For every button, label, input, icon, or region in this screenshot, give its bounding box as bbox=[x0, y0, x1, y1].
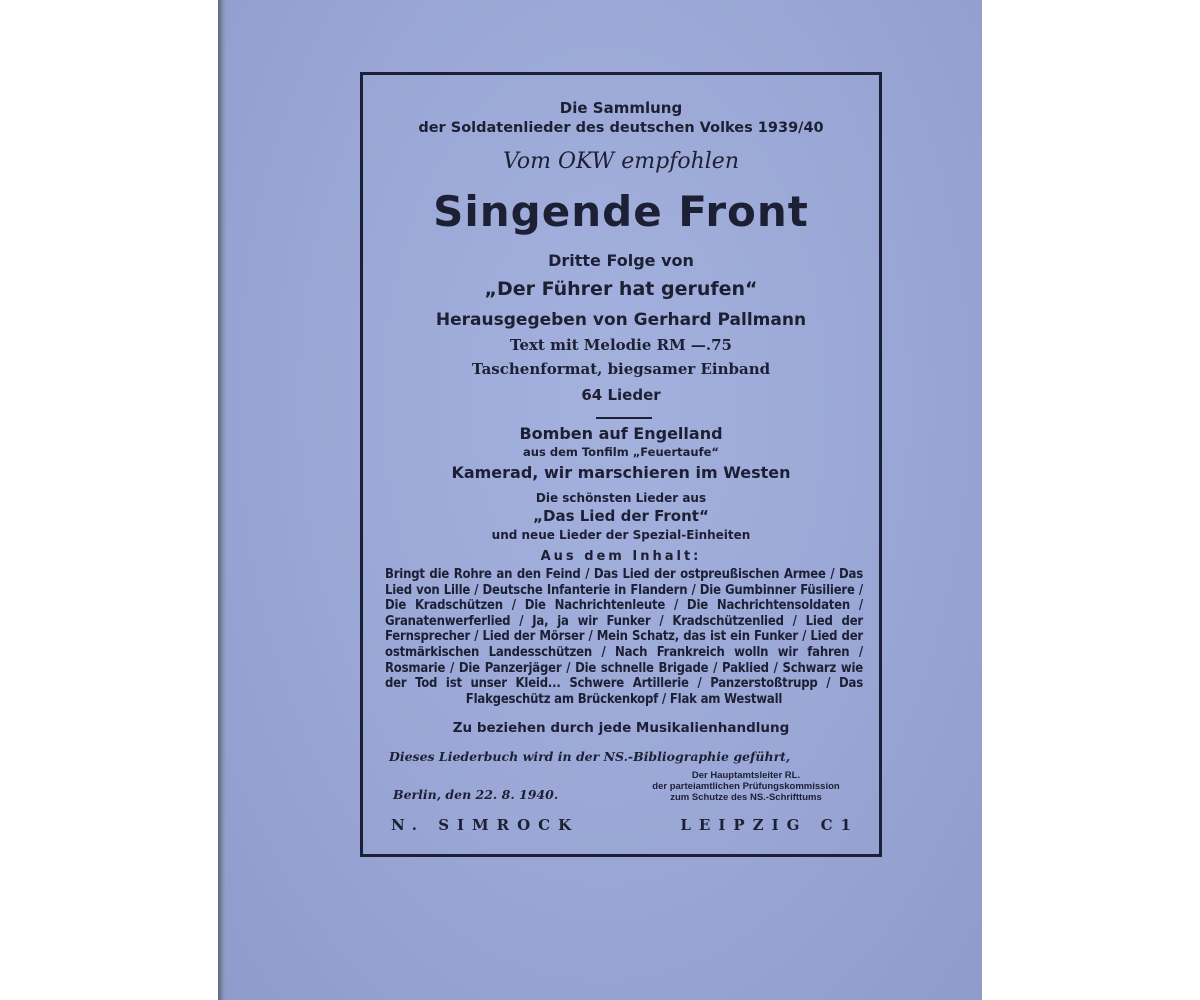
highlight-bomben: Bomben auf Engelland bbox=[519, 424, 723, 443]
official-line-1: Der Hauptamtsleiter RL. bbox=[691, 770, 801, 781]
place-date: Berlin, den 22. 8. 1940. bbox=[393, 787, 559, 802]
series-line-2: der Soldatenlieder des deutschen Volkes 1939/40 bbox=[418, 120, 824, 136]
availability-line: Zu beziehen durch jede Musikalienhandlung bbox=[452, 720, 790, 736]
highlight-lied-der-front: „Das Lied der Front“ bbox=[533, 507, 709, 525]
subtitle-line-2: „Der Führer hat gerufen“ bbox=[484, 278, 758, 300]
publisher-line bbox=[391, 816, 859, 834]
editor-line: Herausgegeben von Gerhard Pallmann bbox=[435, 310, 807, 330]
contents-list: Bringt die Rohre an den Feind / Das Lied der ostpreußischen Armee / Das Lied von Lille / Deutsche Infanterie in Flandern / Die Gumbinner Füsiliere / Die Kradschützen / Die Nachrichtenleute / Die Nachrichtensoldaten / Granatenwerferlied / Ja, ja wir Funker / Kradschützenlied / Lied der Fernsprecher / Lied der Mörser / Mein Schatz, das ist ein Funker / Lied der ostmärkischen Landesschützen / Nach Frankreich wolln wir fahren / Rosmarie / Die Panzerjäger / Die schnelle Brigade / Paklied / Schwarz wie der Tod ist unser Kleid... Schwere Artillerie / Panzerstoßtrupp / Das Flakgeschütz am Brückenkopf / Flak am Westwall bbox=[385, 567, 863, 707]
highlight-kamerad: Kamerad, wir marschieren im Westen bbox=[451, 463, 791, 482]
official-line-2: der parteiamtlichen Prüfungskommission bbox=[652, 781, 840, 792]
publisher-city: LEIPZIG C1 bbox=[680, 816, 859, 834]
series-line-1: Die Sammlung bbox=[559, 99, 683, 117]
okw-recommendation: Vom OKW empfohlen bbox=[502, 149, 739, 174]
highlight-spezial: und neue Lieder der Spezial-Einheiten bbox=[491, 528, 751, 542]
format-line: Taschenformat, biegsamer Einband bbox=[471, 360, 771, 378]
bibliography-note: Dieses Liederbuch wird in der NS.-Bibliographie geführt, bbox=[389, 749, 791, 764]
price-line: Text mit Melodie RM —.75 bbox=[510, 336, 732, 354]
songs-count: 64 Lieder bbox=[581, 386, 661, 404]
highlight-bomben-note: aus dem Tonfilm „Feuertaufe“ bbox=[523, 445, 719, 459]
publisher-name: N. SIMROCK bbox=[391, 816, 580, 834]
official-note bbox=[621, 770, 871, 803]
highlight-intro: Die schönsten Lieder aus bbox=[535, 491, 707, 505]
book-title: Singende Front bbox=[433, 187, 809, 236]
advertisement-frame bbox=[360, 72, 882, 857]
divider-rule bbox=[596, 417, 652, 419]
official-line-3: zum Schutze des NS.-Schrifttums bbox=[670, 792, 822, 803]
contents-heading: Aus dem Inhalt: bbox=[540, 549, 702, 564]
subtitle-line-1: Dritte Folge von bbox=[548, 251, 694, 270]
